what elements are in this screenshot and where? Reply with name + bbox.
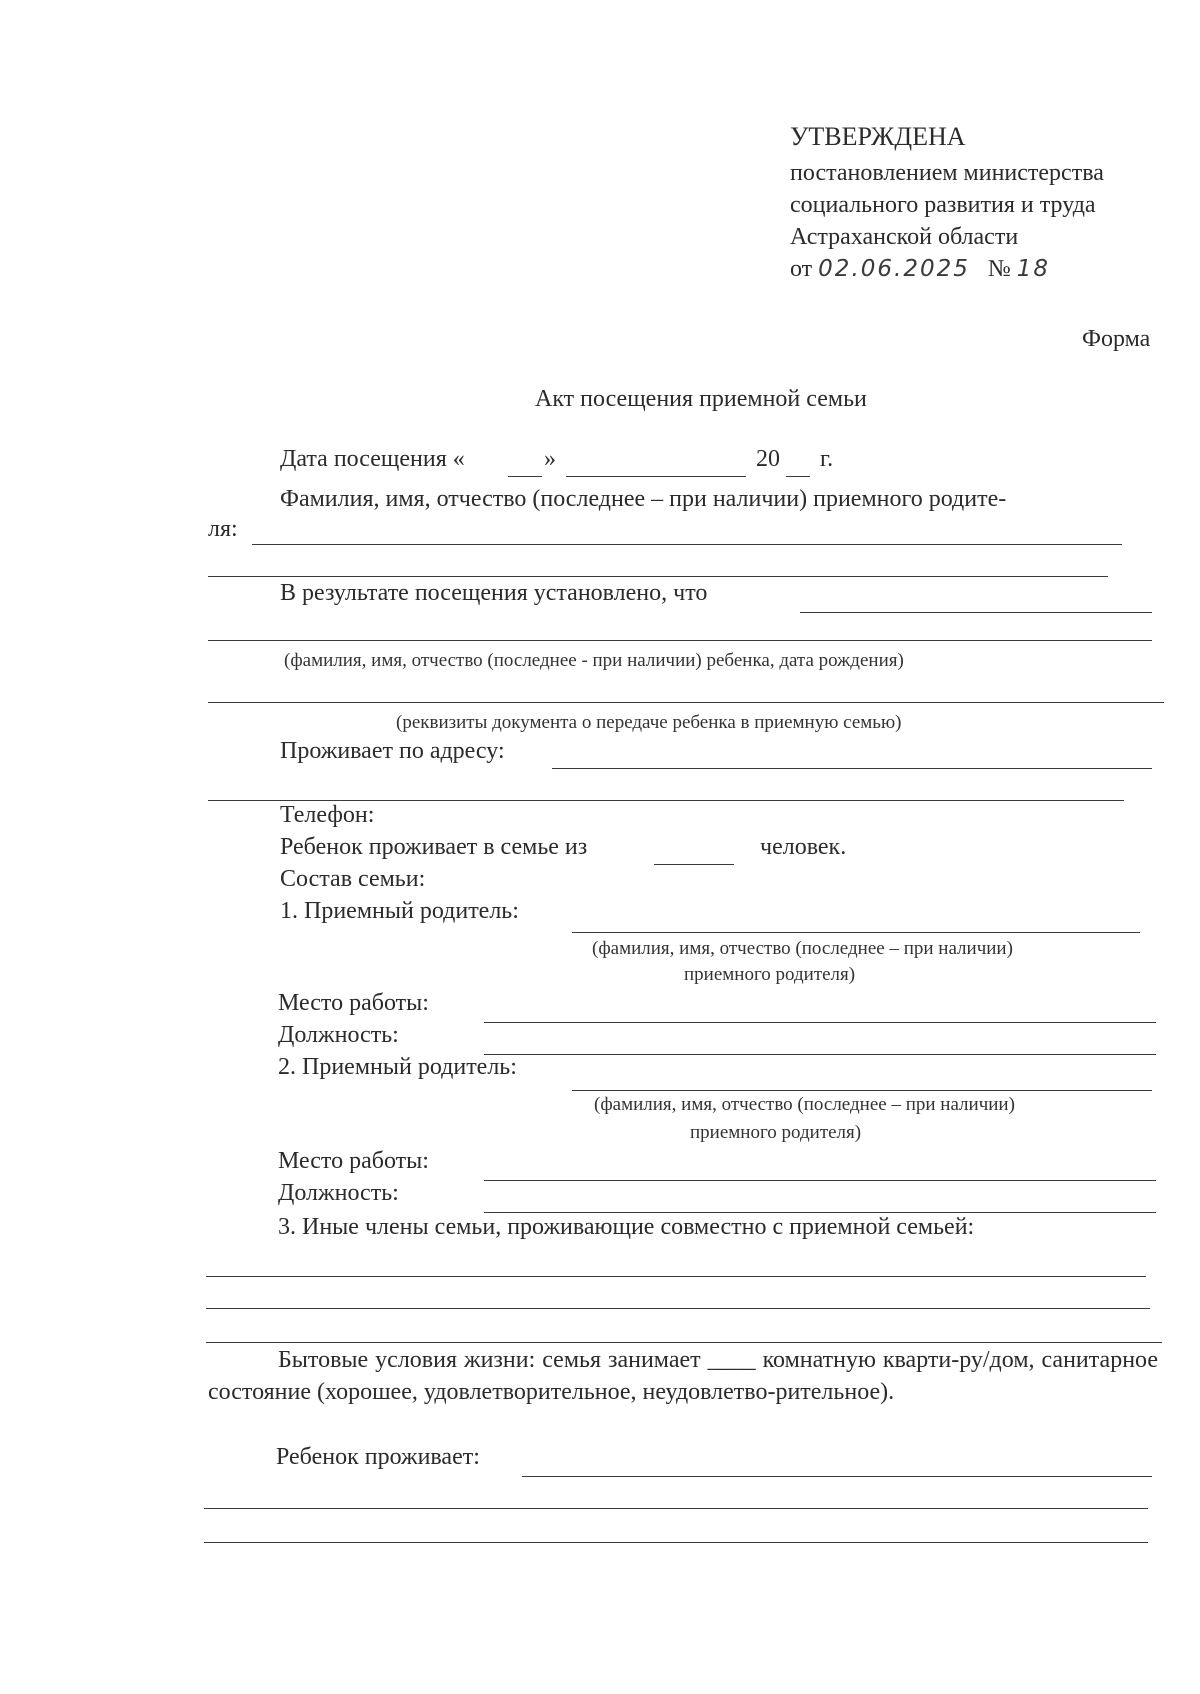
handwritten-date: 02.06.2025 <box>818 256 970 282</box>
child-lives-label: Ребенок проживает: <box>276 1444 480 1470</box>
parent2-work-line <box>484 1180 1156 1181</box>
transfer-doc-caption: (реквизиты документа о передаче ребенка в приемную семью) <box>396 712 902 733</box>
parent1-line <box>572 932 1140 933</box>
family-size-line <box>654 864 734 865</box>
document-title: Акт посещения приемной семьи <box>535 386 867 412</box>
approval-date-line <box>790 256 1050 283</box>
parent1-work-label: Место работы: <box>278 990 429 1016</box>
other-members-line-2 <box>206 1308 1150 1309</box>
result-line-2 <box>208 640 1152 641</box>
parent2-label: 2. Приемный родитель: <box>278 1054 517 1080</box>
family-size-prefix: Ребенок проживает в семье из <box>280 834 588 860</box>
other-members-line-1 <box>206 1276 1146 1277</box>
visit-date-suffix: г. <box>820 446 834 472</box>
visit-date-year: 20 <box>756 446 780 472</box>
child-caption: (фамилия, имя, отчество (последнее - при наличии) ребенка, дата рождения) <box>284 650 904 671</box>
approval-title: УТВЕРЖДЕНА <box>790 122 966 151</box>
parent-fio-label: Фамилия, имя, отчество (последнее – при наличии) приемного родите- <box>280 486 1007 512</box>
family-composition-label: Состав семьи: <box>280 866 426 892</box>
parent-fio-line-2 <box>208 576 1108 577</box>
address-label: Проживает по адресу: <box>280 738 505 764</box>
family-size-suffix: человек. <box>760 834 847 860</box>
parent2-caption-2: приемного родителя) <box>690 1122 862 1143</box>
parent1-caption-1: (фамилия, имя, отчество (последнее – при наличии) <box>592 938 1013 959</box>
approval-number-prefix: № <box>987 256 1011 282</box>
child-lives-line-1 <box>522 1476 1152 1477</box>
living-conditions-paragraph: Бытовые условия жизни: семья занимает ____ комнатную кварти-ру/дом, санитарное состояние (хорошее, удовлетворительное, неудовлетво-рительное). <box>208 1347 1158 1405</box>
parent2-caption-1: (фамилия, имя, отчество (последнее – при наличии) <box>594 1094 1015 1115</box>
child-lives-line-2 <box>204 1508 1148 1509</box>
approval-line-2: социального развития и труда <box>790 192 1096 218</box>
visit-month-line <box>566 476 746 477</box>
visit-date-label: Дата посещения « <box>280 446 465 472</box>
child-lives-line-3 <box>204 1542 1148 1543</box>
parent1-position-line <box>484 1054 1156 1055</box>
address-line-2 <box>208 800 1124 801</box>
parent1-label: 1. Приемный родитель: <box>280 898 519 924</box>
handwritten-number: 18 <box>1016 256 1051 282</box>
parent1-caption-2: приемного родителя) <box>684 964 856 985</box>
other-members-line-3 <box>206 1342 1162 1343</box>
visit-day-line <box>508 476 542 477</box>
other-members-label: 3. Иные члены семьи, проживающие совместно с приемной семьей: <box>278 1214 975 1240</box>
address-line-1 <box>552 768 1152 769</box>
approval-line-1: постановлением министерства <box>790 160 1104 186</box>
phone-label: Телефон: <box>280 802 375 828</box>
parent2-line <box>572 1090 1152 1091</box>
parent1-work-line <box>484 1022 1156 1023</box>
visit-year-line <box>786 476 810 477</box>
result-line-1 <box>800 612 1152 613</box>
parent2-position-line <box>484 1212 1156 1213</box>
approval-date-prefix: от <box>790 256 813 282</box>
parent-fio-label-cont: ля: <box>208 516 238 542</box>
form-label: Форма <box>1082 326 1151 352</box>
parent2-position-label: Должность: <box>278 1180 399 1206</box>
visit-date-mid: » <box>544 446 556 472</box>
parent1-position-label: Должность: <box>278 1022 399 1048</box>
result-label: В результате посещения установлено, что <box>280 580 708 606</box>
approval-line-3: Астраханской области <box>790 224 1019 250</box>
parent2-work-label: Место работы: <box>278 1148 429 1174</box>
parent-fio-line-1 <box>252 544 1122 545</box>
child-line <box>208 702 1164 703</box>
